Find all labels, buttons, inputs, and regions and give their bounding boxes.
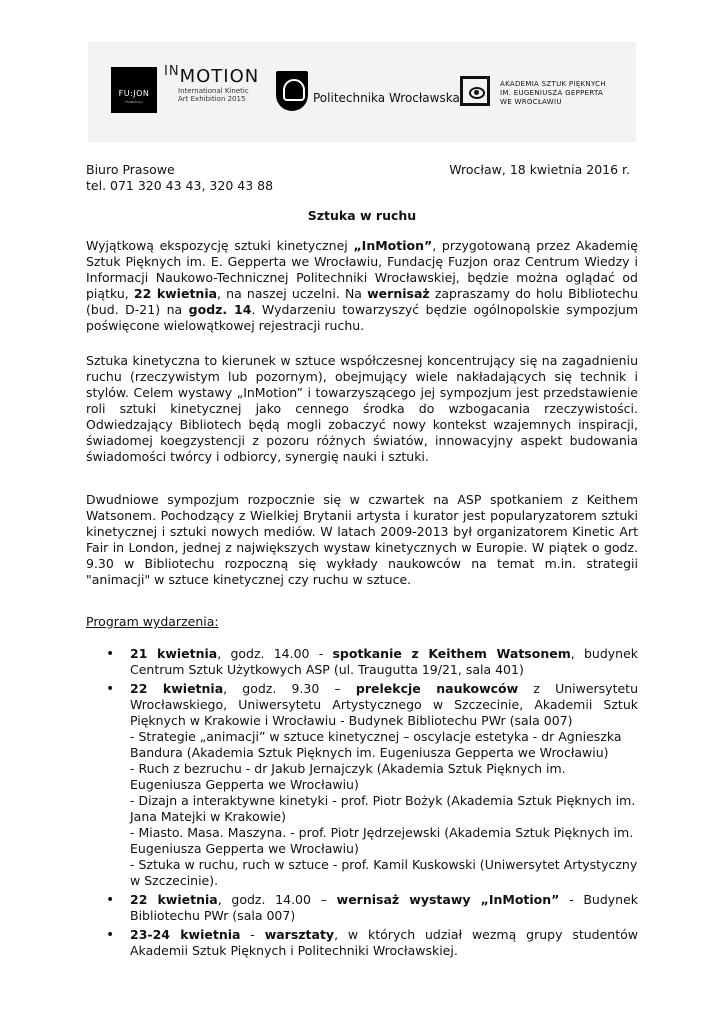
text-run: - <box>240 927 265 942</box>
eye-icon <box>469 87 485 99</box>
lecture-entry: - Ruch z bezruchu - dr Jakub Jernajczyk (Akademia Sztuk Pięknych im. Eugeniusza Gepperta we Wrocławiu) <box>130 761 566 792</box>
fuzjon-logo-name: FU:JON <box>118 89 150 98</box>
text-run: z Uniwersytetu Wrocławskiego, Uniwersytetu Artystycznego w Szczecinie, Akademii Sztuk Pięknych w Krakowie i Wrocławiu - Budynek Bibliotechu PWr (sala 007) <box>130 681 638 728</box>
eagle-icon <box>283 79 305 101</box>
inmotion-logo <box>164 62 260 116</box>
program-heading: Program wydarzenia: <box>86 614 219 629</box>
text-run: , przygotowaną przez Akademię Sztuk Pięknych im. E. Gepperta we Wrocławiu, Fundację Fuzjon oraz Centrum Wiedzy i Informacji Naukowo-Technicznej Politechniki Wrocławskiej, będzie można oglądać od piątku, <box>86 238 638 301</box>
fuzjon-logo-sub: FUNDACJA <box>125 100 143 104</box>
text-run: zapraszamy do holu Bibliotechu (bud. D-21) na <box>86 286 638 317</box>
program-event: prelekcje naukowców <box>355 681 519 696</box>
inmotion-caption <box>178 87 249 103</box>
inmotion-wordmark <box>164 64 259 87</box>
paragraph-kinetic-art: Sztuka kinetyczna to kierunek w sztuce współczesnej koncentrujący się na zagadnieniu ruchu (rzeczywistym lub pozornym), obejmujący wiele nakładających się technik i stylów. Celem wystawy „InMotion” i towarzyszącego jej sympozjum jest przedstawienie roli sztuki kinetycznej jako cennego środka do wzbogacania rzeczywistości. Odwiedzający Bibliotech będą mogli zobaczyć nowy kontekst wzajemnych inspiracji, świadomej koegzystencji z pozoru różnych światów, innowacyjny aspekt budowania świadomości twórcy i odbiorcy, synergię nauki i sztuki. <box>86 353 638 464</box>
text-run: , godz. 9.30 – <box>223 681 356 696</box>
lecture-entry: - Sztuka w ruchu, ruch w sztuce - prof. Kamil Kuskowski (Uniwersytet Artystyczny w Szczecinie). <box>130 857 638 888</box>
text-run-bold: 22 kwietnia <box>133 286 218 301</box>
press-office: Biuro Prasowe <box>86 162 175 177</box>
pwr-shield-icon <box>276 71 308 111</box>
asp-logo-name <box>500 80 606 107</box>
text-run: , godz. 14.00 – <box>217 892 337 907</box>
program-event: warsztaty <box>264 927 335 942</box>
program-date: 21 kwietnia <box>130 646 218 661</box>
program-date: 22 kwietnia <box>130 892 218 907</box>
program-item <box>130 646 638 678</box>
text-run: , na naszej uczelni. Na <box>217 286 368 301</box>
text-run: . Wydarzeniu towarzyszyć będzie ogólnopolskie sympozjum poświęcone wielowątkowej rejestracji ruchu. <box>86 302 638 333</box>
asp-logo-line: IM. EUGENIUSZA GEPPERTA <box>500 89 604 97</box>
lecture-entry: - Dizajn a interaktywne kinetyki - prof. Piotr Bożyk (Akademia Sztuk Pięknych im. Jana Matejki w Krakowie) <box>130 793 636 824</box>
program-item <box>130 927 638 959</box>
lecture-entry: - Strategie „animacji” w sztuce kinetycznej – oscylacje estetyka - dr Agnieszka Bandura (Akademia Sztuk Pięknych im. Eugeniusza Gepperta we Wrocławiu) <box>130 729 622 760</box>
program-date: 22 kwietnia <box>130 681 224 696</box>
pwr-logo-name: Politechnika Wrocławska <box>313 91 460 105</box>
program-event: spotkanie z Keithem Watsonem <box>332 646 571 661</box>
fuzjon-logo <box>111 67 157 113</box>
asp-logo-line: AKADEMIA SZTUK PIĘKNYCH <box>500 80 606 88</box>
program-list <box>86 646 638 962</box>
program-item <box>130 681 638 889</box>
text-run-bold: godz. 14 <box>188 302 252 317</box>
text-run: Wyjątkową ekspozycję sztuki kinetycznej <box>86 238 354 253</box>
lecture-entry: - Miasto. Masa. Maszyna. - prof. Piotr Jędrzejewski (Akademia Sztuk Pięknych im. Eugeniusza Gepperta we Wrocławiu) <box>130 825 634 856</box>
text-run-bold: „InMotion” <box>353 238 433 253</box>
program-item <box>130 892 638 924</box>
asp-eye-icon <box>460 76 490 106</box>
text-run: - Budynek Bibliotechu PWr (sala 007) <box>130 892 638 923</box>
text-run-bold: wernisaż <box>367 286 430 301</box>
place-date: Wrocław, 18 kwietnia 2016 r. <box>449 162 630 177</box>
paragraph-intro <box>86 238 638 334</box>
program-event: wernisaż wystawy „InMotion” <box>336 892 560 907</box>
inmotion-caption-line: International Kinetic <box>178 87 249 95</box>
paragraph-symposium: Dwudniowe sympozjum rozpocznie się w czwartek na ASP spotkaniem z Keithem Watsonem. Pochodzący z Wielkiej Brytanii artysta i kurator jest popularyzatorem sztuki kinetycznej i sztuki nowych mediów. W latach 2009-2013 był organizatorem Kinetic Art Fair in London, jednej z największych wystaw kinetycznych w Europie. W piątek o godz. 9.30 w Bibliotechu rozpoczną się wykłady naukowców na temat m.in. strategii "animacji" w sztuce kinetycznej czy ruchu w sztuce. <box>86 492 638 587</box>
page-title: Sztuka w ruchu <box>307 208 417 223</box>
asp-logo-line: WE WROCŁAWIU <box>500 98 562 106</box>
inmotion-word: MOTION <box>179 66 260 87</box>
program-date: 23-24 kwietnia <box>130 927 241 942</box>
inmotion-prefix: IN <box>164 64 180 79</box>
text-run: , budynek Centrum Sztuk Użytkowych ASP (ul. Traugutta 19/21, sala 401) <box>130 646 638 677</box>
press-phone: tel. 071 320 43 43, 320 43 88 <box>86 178 274 193</box>
inmotion-caption-line: Art Exhibition 2015 <box>178 95 246 103</box>
text-run: , w których udział wezmą grupy studentów Akademii Sztuk Pięknych i Politechniki Wrocławskiej. <box>130 927 638 958</box>
text-run: , godz. 14.00 - <box>217 646 333 661</box>
